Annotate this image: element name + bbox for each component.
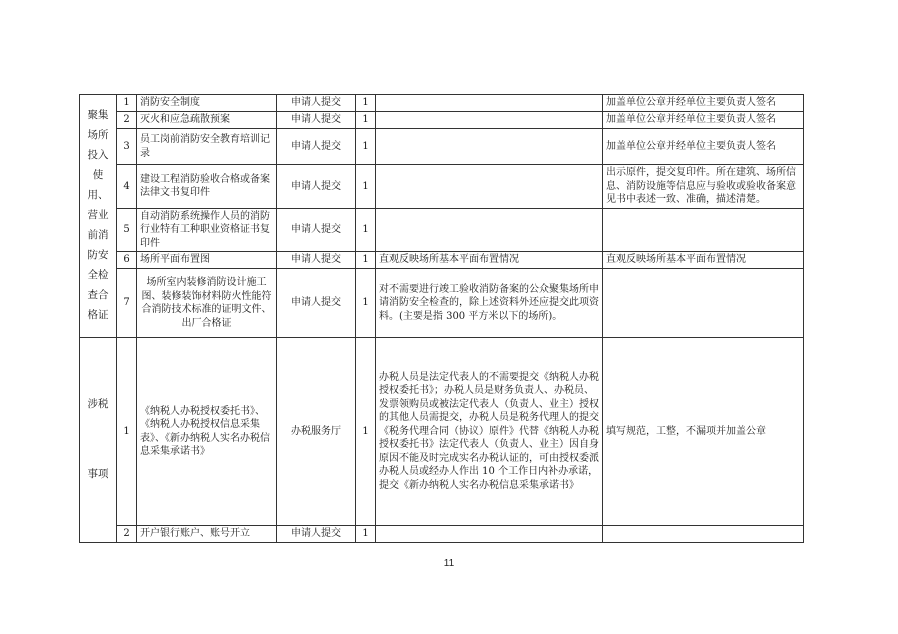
row-number: 6 [117, 252, 137, 269]
row-number: 2 [117, 526, 137, 543]
row-number: 3 [117, 129, 137, 165]
material-source: 申请人提交 [277, 252, 356, 269]
table-row [80, 95, 804, 112]
copy-count: 1 [356, 526, 376, 543]
row-number: 1 [117, 338, 137, 526]
copy-count: 1 [356, 338, 376, 526]
category-cell: 聚集场所投入使用、营业前消防安全检查合格证 [80, 95, 117, 338]
copy-count: 1 [356, 95, 376, 112]
row-requirement: 加盖单位公章并经单位主要负责人签名 [603, 95, 804, 112]
materials-table [79, 94, 804, 543]
row-number: 2 [117, 112, 137, 129]
table-row [80, 526, 804, 543]
category-label-bottom: 事项 [87, 468, 109, 480]
row-number: 7 [117, 269, 137, 338]
copy-count: 1 [356, 269, 376, 338]
material-source: 申请人提交 [277, 526, 356, 543]
material-name: 建设工程消防验收合格或备案法律文书复印件 [137, 165, 277, 209]
copy-count: 1 [356, 112, 376, 129]
table-row [80, 208, 804, 252]
category-cell [80, 338, 117, 543]
material-name: 自动消防系统操作人员的消防行业特有工种职业资格证书复印件 [137, 208, 277, 252]
table-row [80, 165, 804, 209]
row-requirement: 加盖单位公章并经单位主要负责人签名 [603, 129, 804, 165]
row-note: 直观反映场所基本平面布置情况 [376, 252, 603, 269]
row-requirement [603, 269, 804, 338]
row-requirement: 加盖单位公章并经单位主要负责人签名 [603, 112, 804, 129]
row-requirement: 直观反映场所基本平面布置情况 [603, 252, 804, 269]
material-name: 消防安全制度 [137, 95, 277, 112]
table-row [80, 269, 804, 338]
copy-count: 1 [356, 129, 376, 165]
table-row [80, 112, 804, 129]
copy-count: 1 [356, 165, 376, 209]
row-number: 1 [117, 95, 137, 112]
material-source: 申请人提交 [277, 112, 356, 129]
row-note [376, 208, 603, 252]
row-note: 对不需要进行竣工验收消防备案的公众聚集场所申请消防安全检查的，除上述资料外还应提交此项资料。(主要是指 300 平方米以下的场所)。 [376, 269, 603, 338]
row-requirement: 填写规范，工整，不漏项并加盖公章 [603, 338, 804, 526]
row-number: 4 [117, 165, 137, 209]
material-source: 申请人提交 [277, 269, 356, 338]
row-number: 5 [117, 208, 137, 252]
page-number: 11 [443, 558, 455, 569]
material-source: 申请人提交 [277, 95, 356, 112]
material-name: 《纳税人办税授权委托书》、《纳税人办税授权信息采集表》、《新办纳税人实名办税信息采集承诺书》 [137, 338, 277, 526]
row-note [376, 95, 603, 112]
table-row [80, 252, 804, 269]
material-source: 申请人提交 [277, 129, 356, 165]
material-name: 灭火和应急疏散预案 [137, 112, 277, 129]
row-requirement [603, 208, 804, 252]
row-note [376, 129, 603, 165]
row-requirement [603, 526, 804, 543]
copy-count: 1 [356, 208, 376, 252]
material-name: 开户银行账户、账号开立 [137, 526, 277, 543]
copy-count: 1 [356, 252, 376, 269]
material-name: 场所平面布置图 [137, 252, 277, 269]
material-source: 申请人提交 [277, 208, 356, 252]
material-name: 场所室内装修消防设计施工图、装修装饰材料防火性能符合消防技术标准的证明文件、出厂合格证 [137, 269, 277, 338]
table-row [80, 129, 804, 165]
material-source: 办税服务厅 [277, 338, 356, 526]
material-source: 申请人提交 [277, 165, 356, 209]
row-requirement: 出示原件，提交复印件。所在建筑、场所信息、消防设施等信息应与验收或验收备案意见书中表述一致、准确，描述清楚。 [603, 165, 804, 209]
material-name: 员工岗前消防安全教育培训记录 [137, 129, 277, 165]
row-note [376, 526, 603, 543]
row-note [376, 112, 603, 129]
category-label-top: 涉税 [87, 398, 109, 411]
row-note: 办税人员是法定代表人的不需要提交《纳税人办税授权委托书》；办税人员是财务负责人、办税员、发票领购员或被法定代表人（负责人、业主）授权的其他人员需提交，办税人员是税务代理人的提交《税务代理合同（协议）原件》代替《纳税人办税授权委托书》法定代表人（负责人、业主）因自身原因不能及时完成实名办税认证的，可由授权委派办税人员或经办人作出 10 个工作日内补办承诺，提交《新办纳税人实名办税信息采集承诺书》 [376, 338, 603, 526]
table-row [80, 338, 804, 526]
row-note [376, 165, 603, 209]
